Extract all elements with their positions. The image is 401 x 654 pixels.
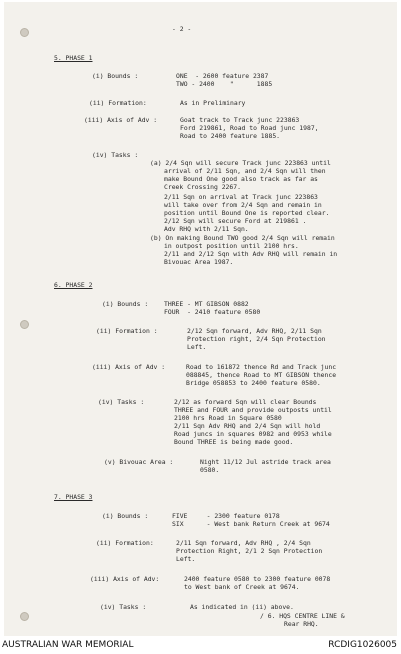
phase-1-task-a-line: arrival of 2/11 Sqn, and 2/4 Sqn will then (164, 167, 326, 175)
phase-3-formation-line: Left. (176, 555, 196, 563)
phase-2-task-line: THREE and FOUR and provide outposts until (174, 406, 332, 414)
phase-1-task-a-line: (a) 2/4 Sqn will secure Track junc 223863 until (150, 159, 331, 167)
phase-1-task-a-line: make Bound One good also track as far as (164, 175, 318, 183)
phase-1-task-b-line: in outpost position until 2100 hrs. (164, 242, 299, 250)
phase-1-task-b-line: (b) On making Bound TWO good 2/4 Sqn will remain (150, 234, 335, 242)
phase-1-title: 5. PHASE 1 (54, 54, 93, 62)
phase-3-axis-label: (iii) Axis of Adv: (90, 575, 160, 583)
phase-3-formation-line: 2/11 Sqn forward, Adv RHQ , 2/4 Sqn (176, 539, 311, 547)
phase-3-footnote: / 6. HQS CENTRE LINE & (260, 612, 345, 620)
phase-1-axis-line: Road to 2400 feature 1885. (180, 132, 281, 140)
phase-1-task-b-line: 2/11 and 2/12 Sqn with Adv RHQ will remain in (164, 250, 338, 258)
phase-2-task-line: Bound THREE is being made good. (174, 438, 294, 446)
phase-1-bound-one: ONE - 2600 feature 2387 (176, 72, 269, 80)
phase-3-bound-five: FIVE - 2300 feature 0178 (172, 512, 280, 520)
phase-1-tasks-label: (iv) Tasks : (92, 151, 139, 159)
phase-2-task-line: 2/12 as forward Sqn will clear Bounds (174, 398, 317, 406)
phase-1-task-a-line: 2/12 Sqn will secure Ford at 219861 . (164, 217, 307, 225)
document-page (4, 2, 397, 636)
document-text (4, 2, 397, 636)
phase-3-tasks-label: (iv) Tasks : (100, 603, 147, 611)
phase-2-task-line: 2100 hrs Road in Square 0580 (174, 414, 282, 422)
phase-3-title: 7. PHASE 3 (54, 493, 93, 501)
phase-2-axis-label: (iii) Axis of Adv : (92, 363, 166, 371)
phase-2-bound-four: FOUR - 2410 feature 0580 (164, 308, 261, 316)
phase-1-task-a-line: 2/11 Sqn on arrival at Track junc 223863 (164, 193, 318, 201)
phase-2-bivouac-line: 0580. (200, 466, 220, 474)
phase-3-formation-label: (ii) Formation: (96, 539, 154, 547)
phase-3-footnote-2: Rear RHQ. (284, 620, 319, 628)
archive-name: AUSTRALIAN WAR MEMORIAL (2, 640, 134, 650)
phase-2-tasks-label: (iv) Tasks : (98, 398, 145, 406)
phase-1-formation-text: As in Preliminary (180, 99, 246, 107)
phase-2-formation-line: Protection right, 2/4 Sqn Protection (187, 335, 326, 343)
phase-2-task-line: 2/11 Sqn Adv RHQ and 2/4 Sqn will hold (174, 422, 321, 430)
phase-3-axis-line: to West bank of Creek at 9674. (184, 583, 300, 591)
phase-3-bound-six: SIX - West bank Return Creek at 9674 (172, 520, 330, 528)
archive-footer (0, 636, 401, 654)
page-number: - 2 - (172, 25, 192, 33)
phase-2-axis-line: Bridge 058853 to 2400 feature 0580. (186, 379, 321, 387)
phase-1-task-a-line: will take over from 2/4 Sqn and remain in (164, 201, 322, 209)
phase-2-formation-line: Left. (187, 343, 207, 351)
phase-2-axis-line: Road to 161872 thence Rd and Track junc (186, 363, 337, 371)
phase-1-axis-label: (iii) Axis of Adv : (84, 116, 158, 124)
phase-3-axis-line: 2400 feature 0580 to 2300 feature 0078 (184, 575, 331, 583)
phase-3-tasks-text: As indicated in (ii) above. (190, 603, 294, 611)
phase-2-formation-label: (ii) Formation : (96, 327, 158, 335)
phase-1-axis-line: Goat track to Track junc 223863 (180, 116, 300, 124)
phase-1-task-a-line: position until Bound One is reported clear. (164, 209, 330, 217)
phase-3-formation-line: Protection Right, 2/1 2 Sqn Protection (176, 547, 323, 555)
phase-3-bounds-label: (i) Bounds : (102, 512, 149, 520)
archive-record-id: RCDIG1026005 (328, 640, 397, 650)
phase-2-bivouac-line: Night 11/12 Jul astride track area (200, 458, 331, 466)
phase-2-bounds-label: (i) Bounds : (102, 300, 149, 308)
phase-2-title: 6. PHASE 2 (54, 281, 93, 289)
phase-1-formation-label: (ii) Formation: (89, 99, 147, 107)
phase-1-bounds-label: (i) Bounds : (92, 72, 139, 80)
phase-1-task-a-line: Adv RHQ with 2/11 Sqn. (164, 225, 249, 233)
phase-2-axis-line: 088845, thence Road to MT GIBSON thence (186, 371, 337, 379)
phase-2-bivouac-label: (v) Bivouac Area : (104, 458, 174, 466)
phase-1-axis-line: Ford 219861, Road to Road junc 1987, (180, 124, 319, 132)
phase-1-task-a-line: Creek Crossing 2267. (164, 183, 241, 191)
phase-1-task-b-line: Bivouac Area 1987. (164, 258, 234, 266)
phase-2-bound-three: THREE - MT GIBSON 0882 (164, 300, 249, 308)
phase-2-task-line: Road juncs in squares 0982 and 0953 while (174, 430, 332, 438)
phase-2-formation-line: 2/12 Sqn forward, Adv RHQ, 2/11 Sqn (187, 327, 322, 335)
phase-1-bound-two: TWO - 2400 " 1885 (176, 80, 273, 88)
